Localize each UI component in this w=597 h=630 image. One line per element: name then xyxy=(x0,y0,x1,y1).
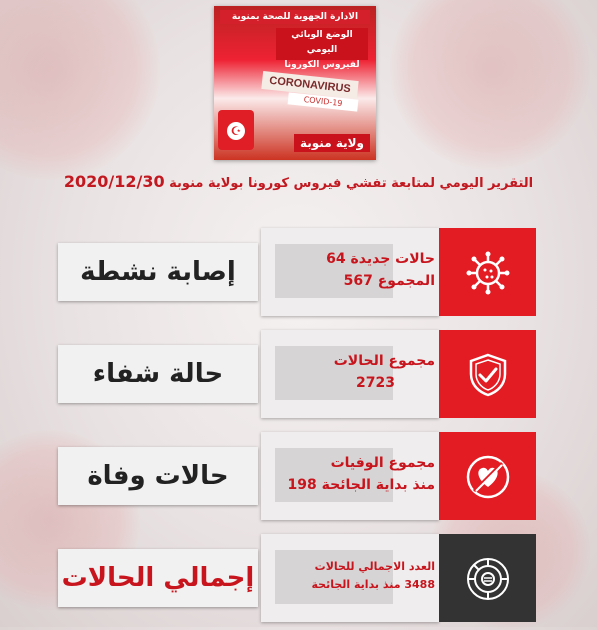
background-virus-decoration xyxy=(0,0,160,180)
header-banner xyxy=(214,6,376,160)
covid-label: COVID-19 xyxy=(288,92,359,111)
stat-line2: 3488 منذ بداية الجائحة xyxy=(311,578,435,591)
stat-line2: 2723 xyxy=(356,375,395,391)
pie-chart-icon xyxy=(465,556,511,602)
header-subtitle: الوضع الوبائي اليومي لفيروس الكورونا xyxy=(276,28,368,60)
stat-line1: حالات جديدة 64 xyxy=(326,251,435,267)
stat-row-recovered xyxy=(58,330,536,418)
stat-row-active xyxy=(58,228,536,316)
stat-label: إصابة نشطة xyxy=(80,257,236,287)
report-title xyxy=(0,172,597,191)
header-region: ولاية منوبة xyxy=(294,134,370,152)
stat-line1: العدد الاجمالي للحالات xyxy=(314,560,435,573)
stat-icon-box xyxy=(439,432,536,520)
stat-label: حالة شفاء xyxy=(92,359,224,389)
stat-icon-box xyxy=(439,534,536,622)
header-authority: الادارة الجهوية للصحة بمنوبة xyxy=(220,10,370,24)
shield-check-icon xyxy=(465,352,511,398)
stat-info-box xyxy=(261,228,439,316)
stat-label-box xyxy=(58,345,258,403)
background-virus-decoration xyxy=(390,0,590,170)
stat-label: حالات وفاة xyxy=(87,461,229,491)
stat-icon-box xyxy=(439,228,536,316)
virus-icon xyxy=(465,250,511,296)
stat-info-box xyxy=(261,534,439,622)
stat-row-deaths xyxy=(58,432,536,520)
report-date: 2020/12/30 xyxy=(63,172,165,191)
coronavirus-label: CORONAVIRUS xyxy=(261,71,358,99)
stat-info-box xyxy=(261,432,439,520)
report-title-text: التقرير اليومي لمتابعة تفشي فيروس كورونا بولاية منوبة xyxy=(169,176,534,191)
broken-heart-icon xyxy=(465,454,511,500)
stat-line2: منذ بداية الجائحة 198 xyxy=(287,477,435,493)
stat-line1: مجموع الوفيات xyxy=(330,455,435,471)
stat-label-box xyxy=(58,243,258,301)
stat-label: إجمالي الحالات xyxy=(61,563,255,593)
stat-icon-box xyxy=(439,330,536,418)
stat-label-box xyxy=(58,549,258,607)
tunisia-flag-icon: ☪ xyxy=(218,110,254,150)
stat-label-box xyxy=(58,447,258,505)
stat-line1: مجموع الحالات xyxy=(333,353,435,369)
stat-row-total xyxy=(58,534,536,622)
stat-info-box xyxy=(261,330,439,418)
stat-line2: المجموع 567 xyxy=(343,273,435,289)
